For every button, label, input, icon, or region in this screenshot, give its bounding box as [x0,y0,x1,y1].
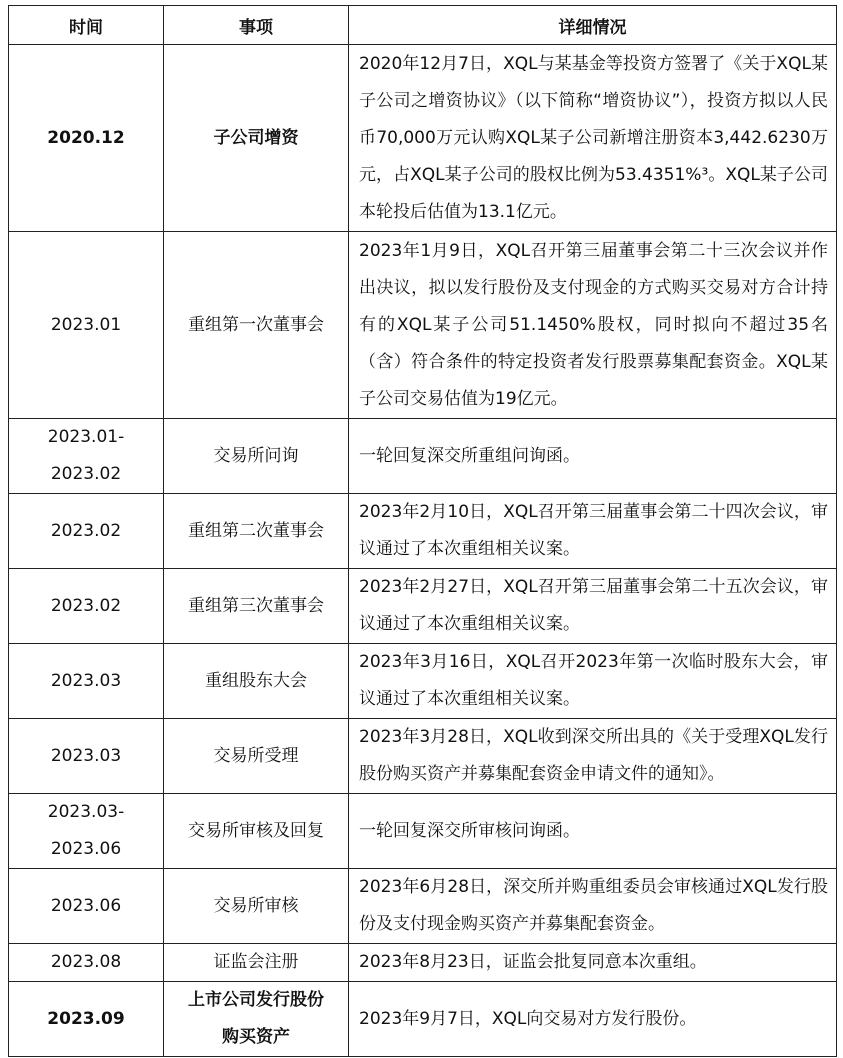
event-cell: 重组第三次董事会 [164,569,349,644]
table-row [9,419,837,494]
event-cell: 交易所审核及回复 [164,794,349,869]
detail-cell: 2023年9月7日，XQL向交易对方发行股份。 [349,982,837,1057]
table-row [9,644,837,719]
event-cell: 交易所问询 [164,419,349,494]
time-cell [9,419,164,494]
time-cell: 2020.12 [9,45,164,232]
table-row [9,232,837,419]
table-row [9,944,837,982]
time-cell: 2023.06 [9,869,164,944]
time-cell: 2023.03 [9,719,164,794]
time-cell: 2023.02 [9,569,164,644]
detail-cell: 2023年1月9日，XQL召开第三届董事会第二十三次会议并作出决议，拟以发行股份及支付现金的方式购买交易对方合计持有的XQL某子公司51.1450%股权，同时拟向不超过35名（含）符合条件的特定投资者发行股票募集配套资金。XQL某子公司交易估值为19亿元。 [349,232,837,419]
table-row [9,494,837,569]
table-row [9,794,837,869]
time-cell: 2023.01 [9,232,164,419]
timeline-table [8,5,837,1057]
detail-cell: 一轮回复深交所审核问询函。 [349,794,837,869]
time-cell: 2023.09 [9,982,164,1057]
detail-cell: 2020年12月7日，XQL与某基金等投资方签署了《关于XQL某子公司之增资协议》（以下简称“增资协议”），投资方拟以人民币70,000万元认购XQL某子公司新增注册资本3,442.6230万元，占XQL某子公司的股权比例为53.4351%³。XQL某子公司本轮投后估值为13.1亿元。 [349,45,837,232]
event-cell: 重组第二次董事会 [164,494,349,569]
time-cell [9,794,164,869]
event-cell [164,982,349,1057]
detail-cell: 2023年2月10日，XQL召开第三届董事会第二十四次会议，审议通过了本次重组相关议案。 [349,494,837,569]
detail-cell: 2023年2月27日，XQL召开第三届董事会第二十五次会议，审议通过了本次重组相关议案。 [349,569,837,644]
table-row [9,45,837,232]
detail-cell: 2023年6月28日，深交所并购重组委员会审核通过XQL发行股份及支付现金购买资产并募集配套资金。 [349,869,837,944]
table-row [9,869,837,944]
detail-cell: 2023年3月28日，XQL收到深交所出具的《关于受理XQL发行股份购买资产并募集配套资金申请文件的通知》。 [349,719,837,794]
header-detail: 详细情况 [349,6,837,45]
event-cell: 重组股东大会 [164,644,349,719]
time-cell: 2023.08 [9,944,164,982]
event-cell: 交易所审核 [164,869,349,944]
table-row [9,569,837,644]
detail-cell: 2023年3月16日，XQL召开2023年第一次临时股东大会，审议通过了本次重组相关议案。 [349,644,837,719]
detail-cell: 2023年8月23日，证监会批复同意本次重组。 [349,944,837,982]
event-cell: 子公司增资 [164,45,349,232]
time-range: 2023.03-2023.06 [47,802,125,859]
event-cell: 重组第一次董事会 [164,232,349,419]
table-row [9,719,837,794]
event-cell: 证监会注册 [164,944,349,982]
header-time: 时间 [9,6,164,45]
header-row [9,6,837,45]
time-cell: 2023.03 [9,644,164,719]
time-range: 2023.01-2023.02 [47,427,125,484]
detail-cell: 一轮回复深交所重组问询函。 [349,419,837,494]
header-event: 事项 [164,6,349,45]
table-row [9,982,837,1057]
time-cell: 2023.02 [9,494,164,569]
event-label: 上市公司发行股份购买资产 [188,990,324,1047]
event-cell: 交易所受理 [164,719,349,794]
